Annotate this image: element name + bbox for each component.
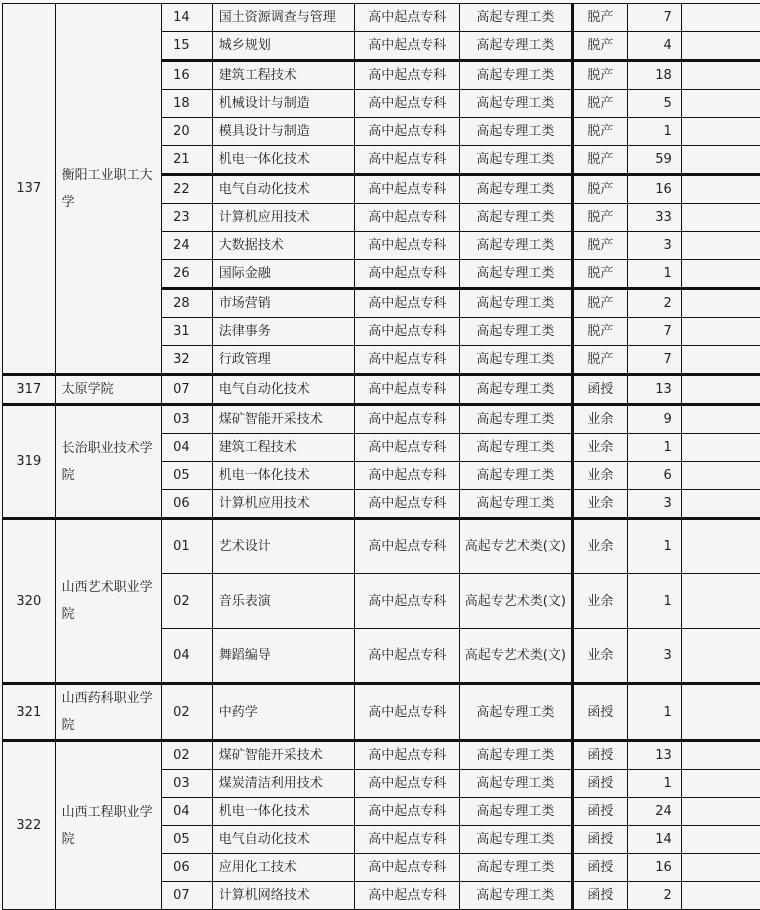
school-name: 太原学院 xyxy=(55,375,161,405)
education-level: 高中起点专科 xyxy=(355,434,460,462)
note xyxy=(681,826,760,854)
education-level: 高中起点专科 xyxy=(355,798,460,826)
education-level: 高中起点专科 xyxy=(355,118,460,146)
exam-category: 高起专艺术类(文) xyxy=(460,519,572,574)
note xyxy=(681,405,760,434)
note xyxy=(681,146,760,175)
exam-category: 高起专理工类 xyxy=(460,118,572,146)
major-name: 国土资源调查与管理 xyxy=(212,4,355,32)
plan-count: 6 xyxy=(628,462,682,490)
major-name: 艺术设计 xyxy=(212,519,355,574)
note xyxy=(681,519,760,574)
school-name: 山西艺术职业学院 xyxy=(55,519,161,684)
major-name: 计算机网络技术 xyxy=(212,882,355,910)
education-level: 高中起点专科 xyxy=(355,854,460,882)
major-name: 模具设计与制造 xyxy=(212,118,355,146)
plan-count: 7 xyxy=(628,346,682,375)
major-code: 20 xyxy=(162,118,213,146)
study-mode: 脱产 xyxy=(572,232,628,260)
study-mode: 业余 xyxy=(572,434,628,462)
education-level: 高中起点专科 xyxy=(355,490,460,519)
education-level: 高中起点专科 xyxy=(355,741,460,770)
note xyxy=(681,346,760,375)
note xyxy=(681,462,760,490)
plan-count: 2 xyxy=(628,289,682,318)
major-name: 机电一体化技术 xyxy=(212,146,355,175)
note xyxy=(681,90,760,118)
major-code: 18 xyxy=(162,90,213,118)
major-code: 28 xyxy=(162,289,213,318)
note xyxy=(681,318,760,346)
major-name: 机电一体化技术 xyxy=(212,798,355,826)
study-mode: 脱产 xyxy=(572,346,628,375)
exam-category: 高起专理工类 xyxy=(460,90,572,118)
study-mode: 脱产 xyxy=(572,318,628,346)
exam-category: 高起专理工类 xyxy=(460,61,572,90)
exam-category: 高起专理工类 xyxy=(460,375,572,405)
study-mode: 脱产 xyxy=(572,4,628,32)
table-row xyxy=(3,684,760,741)
major-code: 06 xyxy=(162,854,213,882)
school-code: 322 xyxy=(3,741,56,910)
exam-category: 高起专艺术类(文) xyxy=(460,629,572,684)
exam-category: 高起专理工类 xyxy=(460,346,572,375)
major-name: 音乐表演 xyxy=(212,574,355,629)
major-code: 31 xyxy=(162,318,213,346)
major-code: 03 xyxy=(162,770,213,798)
major-code: 02 xyxy=(162,574,213,629)
note xyxy=(681,490,760,519)
study-mode: 脱产 xyxy=(572,118,628,146)
education-level: 高中起点专科 xyxy=(355,629,460,684)
major-code: 32 xyxy=(162,346,213,375)
major-code: 14 xyxy=(162,4,213,32)
major-name: 机电一体化技术 xyxy=(212,462,355,490)
exam-category: 高起专理工类 xyxy=(460,462,572,490)
note xyxy=(681,798,760,826)
plan-count: 2 xyxy=(628,882,682,910)
exam-category: 高起专理工类 xyxy=(460,260,572,289)
study-mode: 业余 xyxy=(572,462,628,490)
exam-category: 高起专理工类 xyxy=(460,741,572,770)
plan-count: 1 xyxy=(628,770,682,798)
plan-count: 16 xyxy=(628,854,682,882)
plan-count: 7 xyxy=(628,318,682,346)
exam-category: 高起专理工类 xyxy=(460,289,572,318)
major-name: 煤矿智能开采技术 xyxy=(212,405,355,434)
exam-category: 高起专理工类 xyxy=(460,826,572,854)
exam-category: 高起专理工类 xyxy=(460,434,572,462)
major-name: 中药学 xyxy=(212,684,355,741)
note xyxy=(681,4,760,32)
major-code: 21 xyxy=(162,146,213,175)
major-name: 行政管理 xyxy=(212,346,355,375)
education-level: 高中起点专科 xyxy=(355,405,460,434)
plan-count: 13 xyxy=(628,375,682,405)
major-code: 05 xyxy=(162,826,213,854)
note xyxy=(681,574,760,629)
study-mode: 函授 xyxy=(572,882,628,910)
education-level: 高中起点专科 xyxy=(355,882,460,910)
education-level: 高中起点专科 xyxy=(355,4,460,32)
education-level: 高中起点专科 xyxy=(355,826,460,854)
major-name: 大数据技术 xyxy=(212,232,355,260)
exam-category: 高起专理工类 xyxy=(460,854,572,882)
major-code: 07 xyxy=(162,375,213,405)
education-level: 高中起点专科 xyxy=(355,684,460,741)
note xyxy=(681,204,760,232)
school-name: 衡阳工业职工大学 xyxy=(55,4,161,375)
plan-count: 14 xyxy=(628,826,682,854)
plan-count: 3 xyxy=(628,490,682,519)
study-mode: 脱产 xyxy=(572,61,628,90)
note xyxy=(681,629,760,684)
table-row xyxy=(3,741,760,770)
major-code: 15 xyxy=(162,32,213,61)
study-mode: 脱产 xyxy=(572,146,628,175)
table-body xyxy=(3,4,760,910)
table-row xyxy=(3,375,760,405)
exam-category: 高起专理工类 xyxy=(460,4,572,32)
note xyxy=(681,854,760,882)
study-mode: 脱产 xyxy=(572,32,628,61)
plan-count: 3 xyxy=(628,629,682,684)
school-name: 山西工程职业学院 xyxy=(55,741,161,910)
note xyxy=(681,770,760,798)
note xyxy=(681,175,760,204)
major-code: 06 xyxy=(162,490,213,519)
major-name: 城乡规划 xyxy=(212,32,355,61)
exam-category: 高起专理工类 xyxy=(460,232,572,260)
exam-category: 高起专理工类 xyxy=(460,684,572,741)
education-level: 高中起点专科 xyxy=(355,260,460,289)
study-mode: 业余 xyxy=(572,574,628,629)
study-mode: 业余 xyxy=(572,629,628,684)
school-name: 山西药科职业学院 xyxy=(55,684,161,741)
major-code: 02 xyxy=(162,741,213,770)
plan-count: 4 xyxy=(628,32,682,61)
plan-count: 1 xyxy=(628,434,682,462)
education-level: 高中起点专科 xyxy=(355,232,460,260)
plan-count: 1 xyxy=(628,519,682,574)
major-name: 煤矿智能开采技术 xyxy=(212,741,355,770)
major-code: 04 xyxy=(162,629,213,684)
major-code: 01 xyxy=(162,519,213,574)
table-row xyxy=(3,4,760,32)
major-name: 法律事务 xyxy=(212,318,355,346)
major-code: 04 xyxy=(162,798,213,826)
major-name: 应用化工技术 xyxy=(212,854,355,882)
note xyxy=(681,289,760,318)
education-level: 高中起点专科 xyxy=(355,519,460,574)
plan-count: 1 xyxy=(628,684,682,741)
study-mode: 函授 xyxy=(572,741,628,770)
exam-category: 高起专理工类 xyxy=(460,146,572,175)
major-name: 建筑工程技术 xyxy=(212,61,355,90)
major-name: 煤炭清洁利用技术 xyxy=(212,770,355,798)
study-mode: 脱产 xyxy=(572,90,628,118)
note xyxy=(681,434,760,462)
plan-count: 24 xyxy=(628,798,682,826)
exam-category: 高起专理工类 xyxy=(460,770,572,798)
plan-count: 9 xyxy=(628,405,682,434)
study-mode: 脱产 xyxy=(572,260,628,289)
study-mode: 函授 xyxy=(572,375,628,405)
plan-count: 1 xyxy=(628,574,682,629)
enrollment-plan-table xyxy=(2,3,760,910)
table-row xyxy=(3,405,760,434)
education-level: 高中起点专科 xyxy=(355,175,460,204)
study-mode: 函授 xyxy=(572,798,628,826)
major-code: 07 xyxy=(162,882,213,910)
education-level: 高中起点专科 xyxy=(355,574,460,629)
plan-count: 3 xyxy=(628,232,682,260)
major-code: 04 xyxy=(162,434,213,462)
study-mode: 脱产 xyxy=(572,175,628,204)
study-mode: 函授 xyxy=(572,854,628,882)
note xyxy=(681,118,760,146)
table-row xyxy=(3,519,760,574)
major-code: 26 xyxy=(162,260,213,289)
plan-count: 33 xyxy=(628,204,682,232)
plan-count: 1 xyxy=(628,118,682,146)
education-level: 高中起点专科 xyxy=(355,146,460,175)
major-name: 舞蹈编导 xyxy=(212,629,355,684)
study-mode: 脱产 xyxy=(572,204,628,232)
education-level: 高中起点专科 xyxy=(355,770,460,798)
note xyxy=(681,260,760,289)
major-code: 24 xyxy=(162,232,213,260)
note xyxy=(681,882,760,910)
study-mode: 业余 xyxy=(572,519,628,574)
study-mode: 脱产 xyxy=(572,289,628,318)
major-name: 计算机应用技术 xyxy=(212,490,355,519)
study-mode: 业余 xyxy=(572,490,628,519)
school-code: 317 xyxy=(3,375,56,405)
exam-category: 高起专理工类 xyxy=(460,490,572,519)
note xyxy=(681,741,760,770)
note xyxy=(681,61,760,90)
exam-category: 高起专理工类 xyxy=(460,318,572,346)
exam-category: 高起专理工类 xyxy=(460,204,572,232)
plan-count: 16 xyxy=(628,175,682,204)
school-name: 长治职业技术学院 xyxy=(55,405,161,519)
school-code: 321 xyxy=(3,684,56,741)
major-name: 国际金融 xyxy=(212,260,355,289)
plan-count: 18 xyxy=(628,61,682,90)
education-level: 高中起点专科 xyxy=(355,462,460,490)
major-code: 05 xyxy=(162,462,213,490)
education-level: 高中起点专科 xyxy=(355,61,460,90)
note xyxy=(681,375,760,405)
major-code: 02 xyxy=(162,684,213,741)
education-level: 高中起点专科 xyxy=(355,375,460,405)
study-mode: 函授 xyxy=(572,770,628,798)
education-level: 高中起点专科 xyxy=(355,32,460,61)
plan-count: 1 xyxy=(628,260,682,289)
major-name: 建筑工程技术 xyxy=(212,434,355,462)
study-mode: 函授 xyxy=(572,826,628,854)
study-mode: 函授 xyxy=(572,684,628,741)
major-name: 计算机应用技术 xyxy=(212,204,355,232)
exam-category: 高起专理工类 xyxy=(460,405,572,434)
education-level: 高中起点专科 xyxy=(355,289,460,318)
note xyxy=(681,684,760,741)
plan-count: 5 xyxy=(628,90,682,118)
plan-count: 7 xyxy=(628,4,682,32)
exam-category: 高起专理工类 xyxy=(460,798,572,826)
exam-category: 高起专理工类 xyxy=(460,175,572,204)
exam-category: 高起专理工类 xyxy=(460,882,572,910)
note xyxy=(681,32,760,61)
exam-category: 高起专艺术类(文) xyxy=(460,574,572,629)
plan-count: 13 xyxy=(628,741,682,770)
major-name: 电气自动化技术 xyxy=(212,826,355,854)
exam-category: 高起专理工类 xyxy=(460,32,572,61)
note xyxy=(681,232,760,260)
major-name: 市场营销 xyxy=(212,289,355,318)
school-code: 137 xyxy=(3,4,56,375)
major-code: 23 xyxy=(162,204,213,232)
study-mode: 业余 xyxy=(572,405,628,434)
major-code: 16 xyxy=(162,61,213,90)
school-code: 319 xyxy=(3,405,56,519)
school-code: 320 xyxy=(3,519,56,684)
education-level: 高中起点专科 xyxy=(355,318,460,346)
major-code: 22 xyxy=(162,175,213,204)
education-level: 高中起点专科 xyxy=(355,90,460,118)
major-name: 机械设计与制造 xyxy=(212,90,355,118)
plan-count: 59 xyxy=(628,146,682,175)
major-code: 03 xyxy=(162,405,213,434)
major-name: 电气自动化技术 xyxy=(212,175,355,204)
major-name: 电气自动化技术 xyxy=(212,375,355,405)
enrollment-plan-table-container xyxy=(2,3,760,910)
education-level: 高中起点专科 xyxy=(355,204,460,232)
education-level: 高中起点专科 xyxy=(355,346,460,375)
